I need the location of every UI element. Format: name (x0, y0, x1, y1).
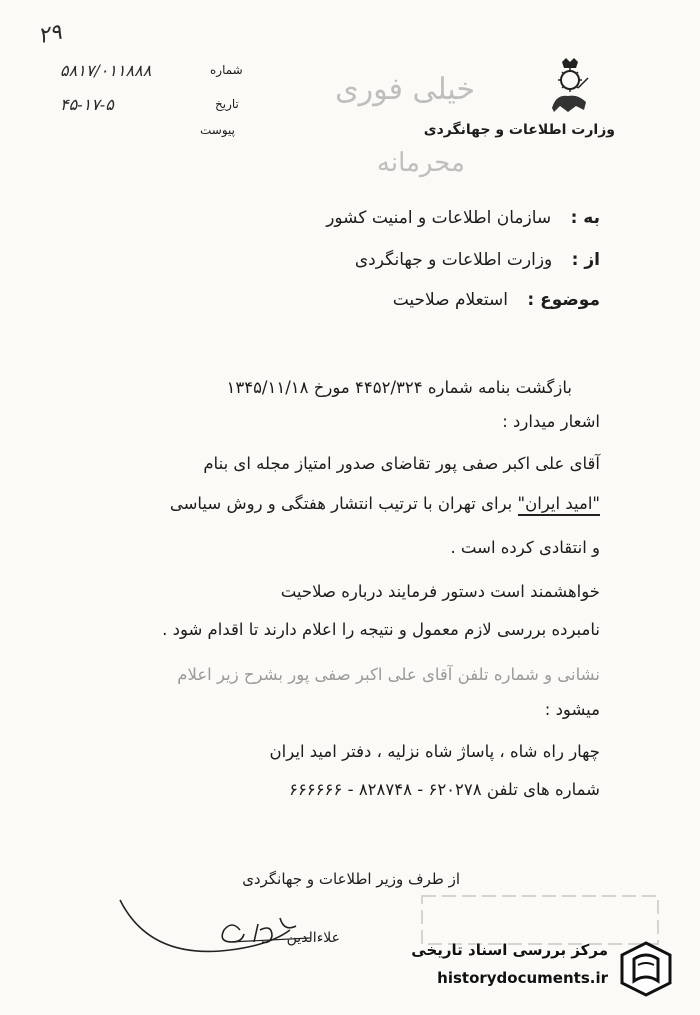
body-line-8: نشانی و شماره تلفن آقای علی اکبر صفی پور بشرح زیر اعلام (177, 665, 600, 684)
body-line-11: شماره های تلفن ۶۲۰۲۷۸ - ۸۲۸۷۴۸ - ۶۶۶۶۶۶ (289, 780, 600, 799)
body-line-2: اشعار میدارد : (502, 412, 600, 431)
date-label: تاریخ (215, 97, 239, 111)
body-line-4: "امید ایران" برای تهران با ترتیب انتشار هفتگی و روش سیاسی (170, 494, 600, 513)
subject-field (393, 290, 600, 310)
signature-caption: از طرف وزیر اطلاعات و جهانگردی (242, 870, 460, 888)
ministry-name: وزارت اطلاعات و جهانگردی (423, 122, 615, 138)
ref-number: ۵۸۱۷/۰۱۱۸۸۸ (60, 61, 152, 80)
archive-logo-icon (618, 941, 674, 997)
body-line-7: نامبرده بررسی لازم معمول و نتیجه را اعلام دارند تا اقدام شود . (162, 620, 600, 639)
lion-sun-emblem-icon (548, 58, 590, 116)
enclosure-label: پیوست (200, 123, 235, 137)
from-label: از : (571, 250, 600, 270)
confidential-stamp: محرمانه (376, 148, 465, 178)
to-value: سازمان اطلاعات و امنیت کشور (326, 208, 552, 228)
body-line-5: و انتقادی کرده است . (450, 538, 600, 557)
body-line-3: آقای علی اکبر صفی پور تقاضای صدور امتیاز مجله ای بنام (203, 454, 600, 473)
body-line-1: بازگشت بنامه شماره ۴۴۵۲/۳۲۴ مورخ ۱۳۴۵/۱۱/۱۸ (226, 378, 572, 397)
magazine-name: "امید ایران" (518, 494, 600, 516)
corner-handwritten-mark: ۲۹ (35, 19, 64, 50)
reference-block (60, 55, 260, 145)
body-line-10: چهار راه شاه ، پاساژ شاه نزلیه ، دفتر امید ایران (269, 742, 600, 761)
signatory-name: علاءالدین (286, 930, 340, 946)
to-field (326, 208, 600, 228)
body-line-6: خواهشمند است دستور فرمایند درباره صلاحیت (280, 582, 600, 601)
subject-value: استعلام صلاحیت (392, 290, 508, 310)
from-field (355, 250, 600, 270)
subject-label: موضوع : (527, 290, 600, 310)
urgency-stamp: خیلی فوری (335, 72, 475, 107)
watermark-url: historydocuments.ir (437, 969, 608, 987)
from-value: وزارت اطلاعات و جهانگردی (354, 250, 553, 270)
body-line-9: میشود : (544, 700, 600, 719)
watermark-center-name: مرکز بررسی اسناد تاریخی (411, 941, 608, 959)
date-value: ۴۵-۱۷-۵ (60, 95, 114, 114)
ref-label: شماره (210, 63, 243, 77)
archive-watermark (398, 937, 678, 1001)
to-label: به : (570, 208, 600, 228)
